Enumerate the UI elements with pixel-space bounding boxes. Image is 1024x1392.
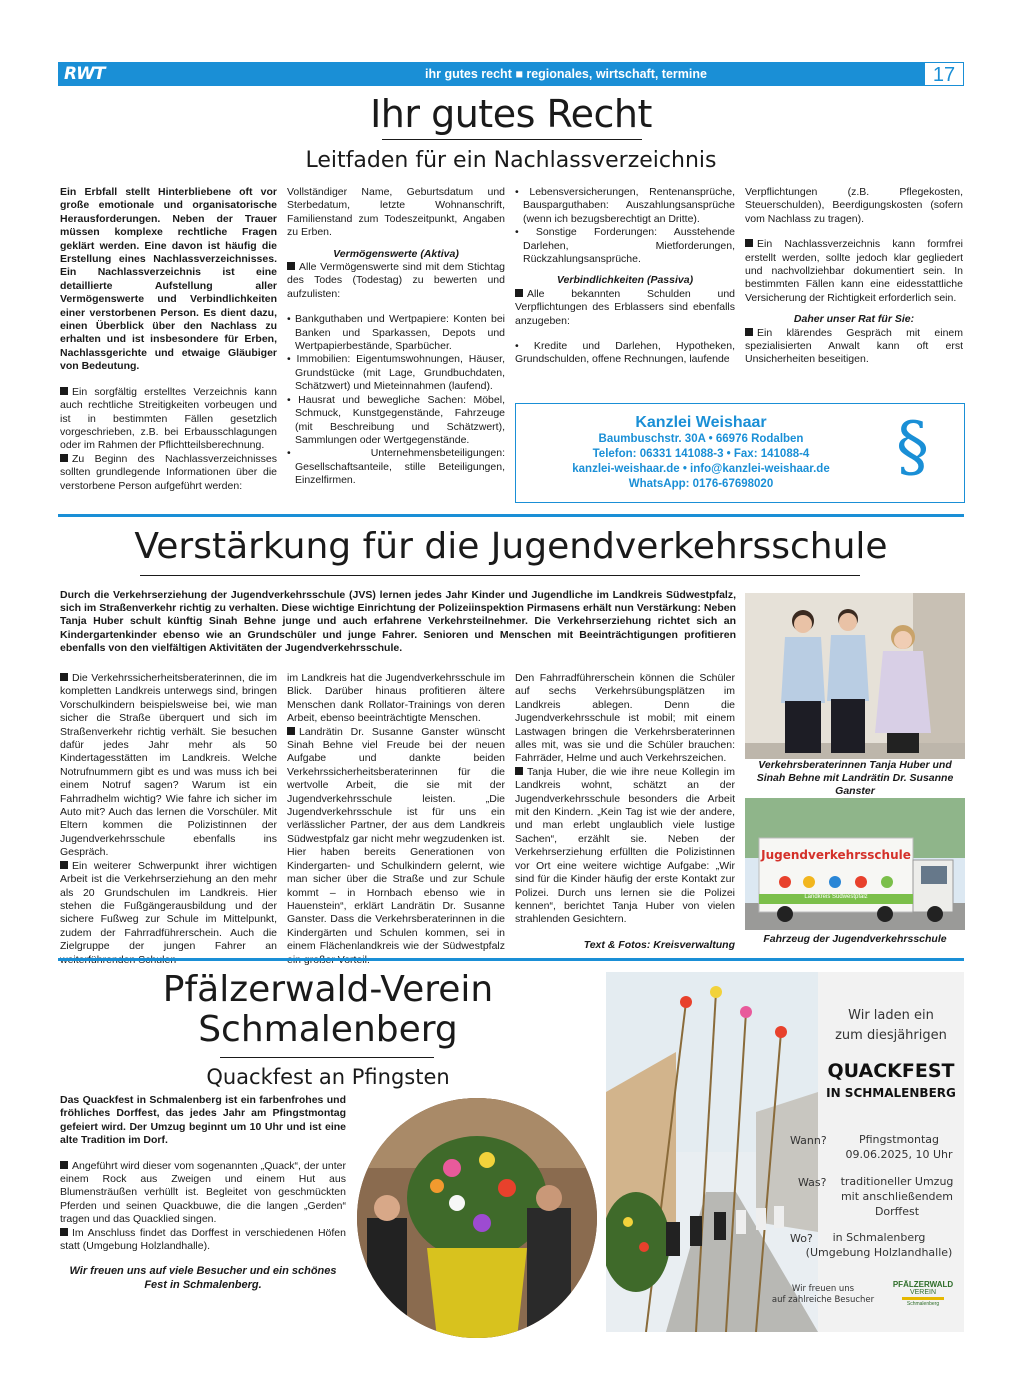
article1-paragraph: Ein klärendes Gespräch mit einem spezialisierten Anwalt kann oft erst Unsicherheiten beseitigen. [745, 326, 963, 366]
header-bar [58, 62, 964, 86]
list-item: • Immobilien: Eigentumswohnungen, Häuser, Grundstücke (mit Lage, Grundbuchdaten, Schätzwert) und Mieteinnahmen (laufend). [287, 353, 505, 393]
what-label: Was? [798, 1176, 827, 1189]
title-rule [382, 139, 642, 140]
page-number: 17 [924, 62, 964, 86]
liabilities-heading: Verbindlichkeiten (Passiva) [556, 274, 694, 287]
article3-closing: Wir freuen uns auf viele Besucher und ein schönes Fest in Schmalenberg. [69, 1265, 337, 1291]
where-value: in Schmalenberg (Umgebung Holzlandhalle) [805, 1231, 953, 1259]
truck-sub-lettering: Landkreis Südwestpfalz [804, 894, 868, 900]
law-firm-web: kanzlei-weishaar.de • info@kanzlei-weishaar.de [572, 463, 830, 475]
article1-paragraph: Zu Beginn des Nachlassverzeichnisses sollten grundlegende Informationen über die verstorbene Person aufgeführt werden: [60, 452, 277, 492]
truck-lettering: Jugendverkehrsschule [761, 848, 911, 862]
section-label: ihr gutes recht ■ regionales, wirtschaft, termine [425, 67, 707, 81]
where-label: Wo? [790, 1232, 813, 1245]
article1-paragraph: Ein sorgfältig erstelltes Verzeichnis kann auch rechtliche Streitigkeiten vorbeugen und ist in bestimmten Fällen gesetzlich vorgeschrieben, z.B. bei Erbausschlagungen oder im Rahmen der Pflichtteilsberechnung. [60, 385, 277, 452]
article3-paragraph: Angeführt wird dieser vom sogenannten „Quack“, der unter einem Rock aus Zweigen und einem Hut aus Blumensträußen verhüllt ist. Begleitet von geschmückten Pferden und seinen Quackbuwe, die die langen „Gerden“ tragen und das Quacklied singen. [60, 1159, 346, 1226]
article1-col2 [287, 186, 505, 488]
article1-col3 [515, 186, 735, 367]
parade-photo [606, 972, 818, 1332]
advice-heading: Daher unser Rat für Sie: [793, 313, 915, 326]
article1-paragraph: Ein Nachlassverzeichnis kann formfrei erstellt werden, sollte jedoch klar gegliedert und nachvollziehbar dokumentiert sein. In bestimmten Fällen kann eine eidesstattliche Versicherung der Richtigkeit erforderlich sein. [745, 238, 963, 304]
article2-paragraph: Landrätin Dr. Susanne Ganster wünscht Sinah Behne viel Freude bei der neuen Aufgabe und dankte beiden Verkehrssicherheitsberaterinnen für die wertvolle Arbeit, die sie mit der Jugendverkehrsschule leisten. „Die Jugendverkehrsschule ist für uns ein verlässlicher Partner, der aus dem Landkreis Südwestpfalz gar nicht mehr wegzudenken ist. Hier haben bereits Generationen von Kindergarten- und Schulkindern gelernt, wie man sicher über die Straße und zur Schule kommt – in Hornbach ebenso wie in Hauenstein“, erklärt Landrätin Dr. Susanne Ganster. Dass die Verkehrsberaterinnen in die Kindergärten und Schulen kommen, sei in einem Flächenlandkreis wie der Südwestpfalz [287, 725, 505, 953]
article1-col4 [745, 186, 963, 367]
article3-title-line2: Schmalenberg [198, 1009, 458, 1050]
article2-col2 [287, 672, 505, 967]
when-label: Wann? [790, 1134, 827, 1147]
paragraph-symbol-icon: § [896, 408, 929, 485]
article2-paragraph: Den Fahrradführerschein können die Schüler auf sechs Verkehrsübungsplätzen im Landkreis ablegen. Denn die Jugendverkehrsschule ist mobil; mit einem Lastwagen bringen die Verkehrsberaterinnen alles mit, was sie und die Schüler brauchen: Fahrräder, Helme und auch Verkehrszeichen. [515, 672, 735, 765]
title-rule [220, 1057, 434, 1058]
article2-paragraph: Ein weiterer Schwerpunkt ihrer wichtigen Arbeit ist die Verkehrserziehung an den mehr als 20 Grundschulen im Landkreis. Hier stehen die Fußgängerausbildung und der sichere Fußweg zur Schule im Mittelpunkt, zudem der Fahrradführerschein. Auch die Zielgruppe der jungen Fahrer an [60, 859, 277, 953]
pwv-logo: PFÄLZERWALD VEREIN Schmalenberg [892, 1280, 954, 1307]
list-item: • Bankguthaben und Wertpapiere: Konten bei Banken und Sparkassen, Depots und Wertpapierbestände, Sparbücher. [287, 313, 505, 353]
section-divider [58, 514, 964, 517]
article2-paragraph: Die Verkehrssicherheitsberaterinnen, die im kompletten Landkreis unterwegs sind, bringen Vorschulkindern beispielsweise bei, wie man sicher die Straße überquert und sich im Straßenverkehr richtig verhält. Sie besuchen dafür jedes Jahr mehr als 50 Kindertagesstätten im Landkreis. Welche Notrufnummern gibt es und was muss ich bei einem Notruf sagen? Warum ist ein Fahrradhelm wichtig? Wie fahre ich sicher im Auto mit? Auch das lernen die Vorschüler. Mit Eltern kommen die Polizistinnen der Jugendverkehrsschule ebenfalls ins Gespräch. [60, 672, 277, 859]
article2-paragraph: Tanja Huber, die wie ihre neue Kollegin im Landkreis wohnt, schätzt an der Jugendverkehrsschule besonders die Arbeit mit den Kindern. „Kein Tag ist wie der andere, und man erlebt unglaublich viele lustige Sachen“, erzählt sie. Neben der Verkehrserziehung erfüllten die Polizistinnen vor Ort eine weitere wichtige Aufgabe: „Wir sind für die Kinder häufig der erste Kontakt zur Polizei. Durch uns lernen sie die Polizei kennen“, berichtet Tanja Huber von vielen strahlenden Gesichtern. [515, 765, 735, 926]
ad-subtitle: IN SCHMALENBERG [826, 1086, 956, 1100]
title-rule [140, 575, 860, 576]
quackfest-photo [357, 1098, 597, 1338]
photo-caption: Verkehrsberaterinnen Tanja Huber und Sinah Behne mit Landrätin Dr. Susanne Ganster [756, 759, 954, 797]
list-item: • Hausrat und bewegliche Sachen: Möbel, Schmuck, Kunstgegenstände, Fahrzeuge (mit Beschreibung und Schätzwert), Sammlungen oder Wertgegenstände. [287, 393, 505, 446]
photo-credit: Text & Fotos: Kreisverwaltung [583, 938, 735, 951]
article1-paragraph: • Kredite und Darlehen, Hypotheken, Grundschulden, offene Rechnungen, laufende [515, 340, 735, 366]
article1-intro: Ein Erbfall stellt Hinterbliebene oft vor große emotionale und organisatorische Herausforderungen. Neben der Trauer müssen komplexe rechtliche Fragen geklärt werden. Eine davon ist häufig die Erstellung eines Nachlassverzeichnisses. Ein Nachlassverzeichnis ist eine detaillierte Aufstellung aller Vermögenswerte und Verbindlichkeiten einer verstorbenen Person. Es dient dazu, einen Überblick über den Nachlass zu erhalten und ist insbesondere für Erben, Nachlassgerichte und etwaige Gläubiger von Bedeutung. [60, 186, 277, 373]
article1-paragraph: Alle bekannten Schulden und Verpflichtungen des Erblassers sind ebenfalls anzugeben: [515, 287, 735, 327]
article2-col1 [60, 672, 277, 967]
article3-subtitle: Quackfest an Pfingsten [206, 1065, 450, 1089]
when-value: Pfingstmontag 09.06.2025, 10 Uhr [845, 1133, 953, 1161]
article2-paragraph: im Landkreis hat die Jugendverkehrsschule im Blick. Darüber hinaus profitieren ältere Menschen dank Rollator-Trainings von deren Arbeit, ebenso beeinträchtigte Menschen. [287, 672, 505, 725]
assets-list-continued [515, 186, 735, 266]
law-firm-name: Kanzlei Weishaar [635, 414, 767, 431]
article1-title: Ihr gutes Recht [370, 92, 652, 136]
assets-heading: Vermögenswerte (Aktiva) [333, 247, 459, 260]
article3-paragraph: Im Anschluss findet das Dorffest in verschiedenen Höfen statt (Umgebung Holzlandhalle). [60, 1226, 346, 1253]
quackfest-ad [606, 972, 964, 1332]
list-item: • Unternehmensbeteiligungen: Gesellschaftsanteile, stille Beteiligungen, Einzelfirmen. [287, 447, 505, 487]
article3-intro: Das Quackfest in Schmalenberg ist ein farbenfrohes und fröhliches Dorffest, das jedes Jahr am Pfingstmontag gefeiert wird. Der Umzug beginnt um 10 Uhr und ist eine alte Tradition im Dorf. [60, 1094, 346, 1147]
list-item: • Lebensversicherungen, Rentenansprüche, Bausparguthaben: Auszahlungsansprüche (wenn ich bezugsberechtigt an Dritte). [515, 186, 735, 225]
article1-paragraph: Vollständiger Name, Geburtsdatum und Sterbedatum, letzte Wohnanschrift, Familienstand zum Todeszeitpunkt, Angaben zu Erben. [287, 186, 505, 239]
ad-invite-line1: Wir laden ein [848, 1008, 934, 1023]
article2-intro: Durch die Verkehrserziehung der Jugendverkehrsschule (JVS) lernen jedes Jahr Kinder und Jugendliche im Landkreis Südwestpfalz, sich im Straßenverkehr richtig zu verhalten. Diese wichtige Einrichtung der Polizeiinspektion Pirmasens erhält nun Verstärkung: Neben Tanja Huber schult künftig Sinah Behne junge und auch erfahrene Verkehrsteilnehmer. Die Verkehrserziehung richtet sich an Kindergartenkinder ebenso wie an Grundschüler und junge Fahrer. Senioren und Menschen mit Beeinträchtigungen profitieren ebenfalls von den vielfältigen Aktivitäten der Jugendverkehrsschule. [60, 589, 736, 654]
article1-col1 [60, 186, 277, 493]
ad-invite-line2: zum diesjährigen [835, 1028, 947, 1043]
assets-list [287, 313, 505, 487]
truck-photo [745, 798, 965, 930]
publication-logo: RWT [64, 64, 105, 84]
article3-header [58, 970, 598, 1050]
section-divider [58, 958, 964, 961]
photo-caption: Fahrzeug der Jugendverkehrsschule [763, 933, 947, 945]
ad-footer: Wir freuen uns auf zahlreiche Besucher [771, 1284, 875, 1305]
law-firm-ad [515, 403, 965, 503]
article2-title: Verstärkung für die Jugendverkehrsschule [134, 526, 888, 567]
article3-title-line1: Pfälzerwald-Verein [162, 969, 494, 1010]
officers-photo [745, 593, 965, 759]
law-firm-whatsapp: WhatsApp: 0176-67698020 [628, 478, 774, 490]
ad-title: QUACKFEST [827, 1060, 955, 1082]
article1-paragraph: Verpflichtungen (z.B. Pflegekosten, Steuerschulden), Beerdigungskosten (sofern vom Nachlass zu tragen). [745, 186, 963, 225]
article2-col3 [515, 672, 735, 952]
law-firm-phone: Telefon: 06331 141088-3 • Fax: 141088-4 [592, 448, 810, 460]
article1-paragraph: Alle Vermögenswerte sind mit dem Stichtag des Todes (Todestag) zu bewerten und aufzulisten: [287, 261, 505, 300]
list-item: • Sonstige Forderungen: Ausstehende Darlehen, Mietforderungen, Rückzahlungsansprüche. [515, 226, 735, 266]
article3-body [60, 1094, 346, 1292]
what-value: traditioneller Umzug mit anschließendem Dorffest [840, 1175, 954, 1218]
article1-subtitle: Leitfaden für ein Nachlassverzeichnis [305, 148, 717, 173]
law-firm-address: Baumbuschstr. 30A • 66976 Rodalben [598, 433, 804, 445]
